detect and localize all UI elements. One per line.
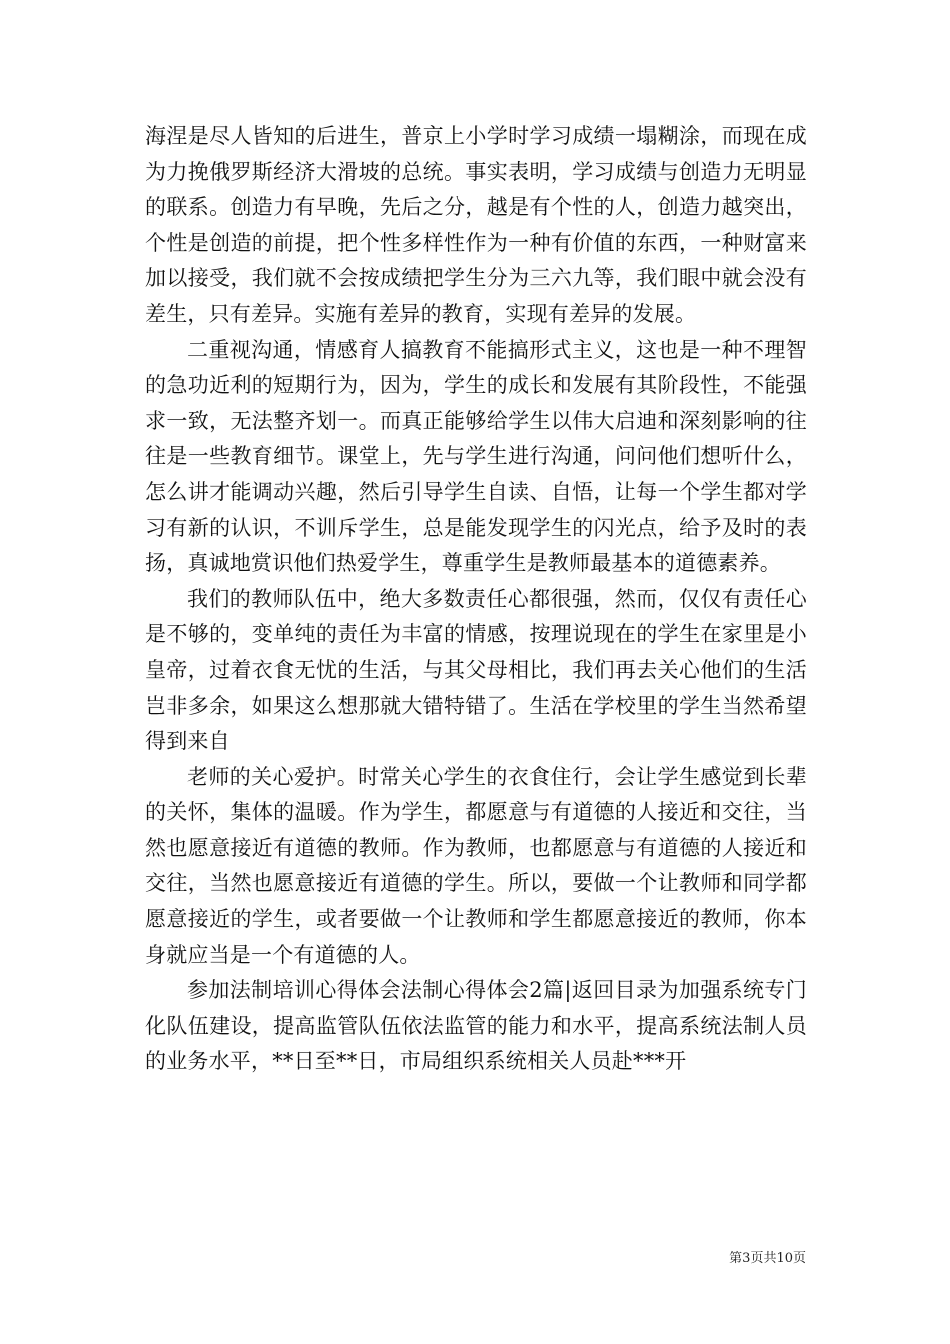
document-body (145, 119, 807, 1080)
paragraph-5: 参加法制培训心得体会法制心得体会2篇|返回目录为加强系统专门化队伍建设，提高监管队伍依法监管的能力和水平，提高系统法制人员的业务水平，**日至**日，市局组织系统相关人员赴***开 (145, 978, 807, 1074)
paragraph-3: 我们的教师队伍中，绝大多数责任心都很强，然而，仅仅有责任心是不够的，变单纯的责任为丰富的情感，按理说现在的学生在家里是小皇帝，过着衣食无忧的生活，与其父母相比，我们再去关心他们的生活岂非多余，如果这么想那就大错特错了。生活在学校里的学生当然希望得到来自 (145, 586, 807, 754)
paragraph-1: 海涅是尽人皆知的后进生，普京上小学时学习成绩一塌糊涂，而现在成为力挽俄罗斯经济大滑坡的总统。事实表明，学习成绩与创造力无明显的联系。创造力有早晚，先后之分，越是有个性的人，创造力越突出，个性是创造的前提，把个性多样性作为一种有价值的东西，一种财富来加以接受，我们就不会按成绩把学生分为三六九等，我们眼中就会没有差生，只有差异。实施有差异的教育，实现有差异的发展。 (145, 124, 807, 326)
paragraph-2: 二重视沟通，情感育人搞教育不能搞形式主义，这也是一种不理智的急功近利的短期行为，因为，学生的成长和发展有其阶段性，不能强求一致，无法整齐划一。而真正能够给学生以伟大启迪和深刻影响的往往是一些教育细节。课堂上，先与学生进行沟通，问问他们想听什么，怎么讲才能调动兴趣，然后引导学生自读、自悟，让每一个学生都对学习有新的认识，不训斥学生，总是能发现学生的闪光点，给予及时的表扬，真诚地赏识他们热爱学生，尊重学生是教师最基本的道德素养。 (145, 337, 807, 576)
page-number: 第3页共10页 (729, 1251, 806, 1266)
paragraph-4: 老师的关心爱护。时常关心学生的衣食住行，会让学生感觉到长辈的关怀，集体的温暖。作为学生，都愿意与有道德的人接近和交往，当然也愿意接近有道德的教师。作为教师，也都愿意与有道德的人接近和交往，当然也愿意接近有道德的学生。所以，要做一个让教师和同学都愿意接近的学生，或者要做一个让教师和学生都愿意接近的教师，你本身就应当是一个有道德的人。 (145, 764, 807, 967)
